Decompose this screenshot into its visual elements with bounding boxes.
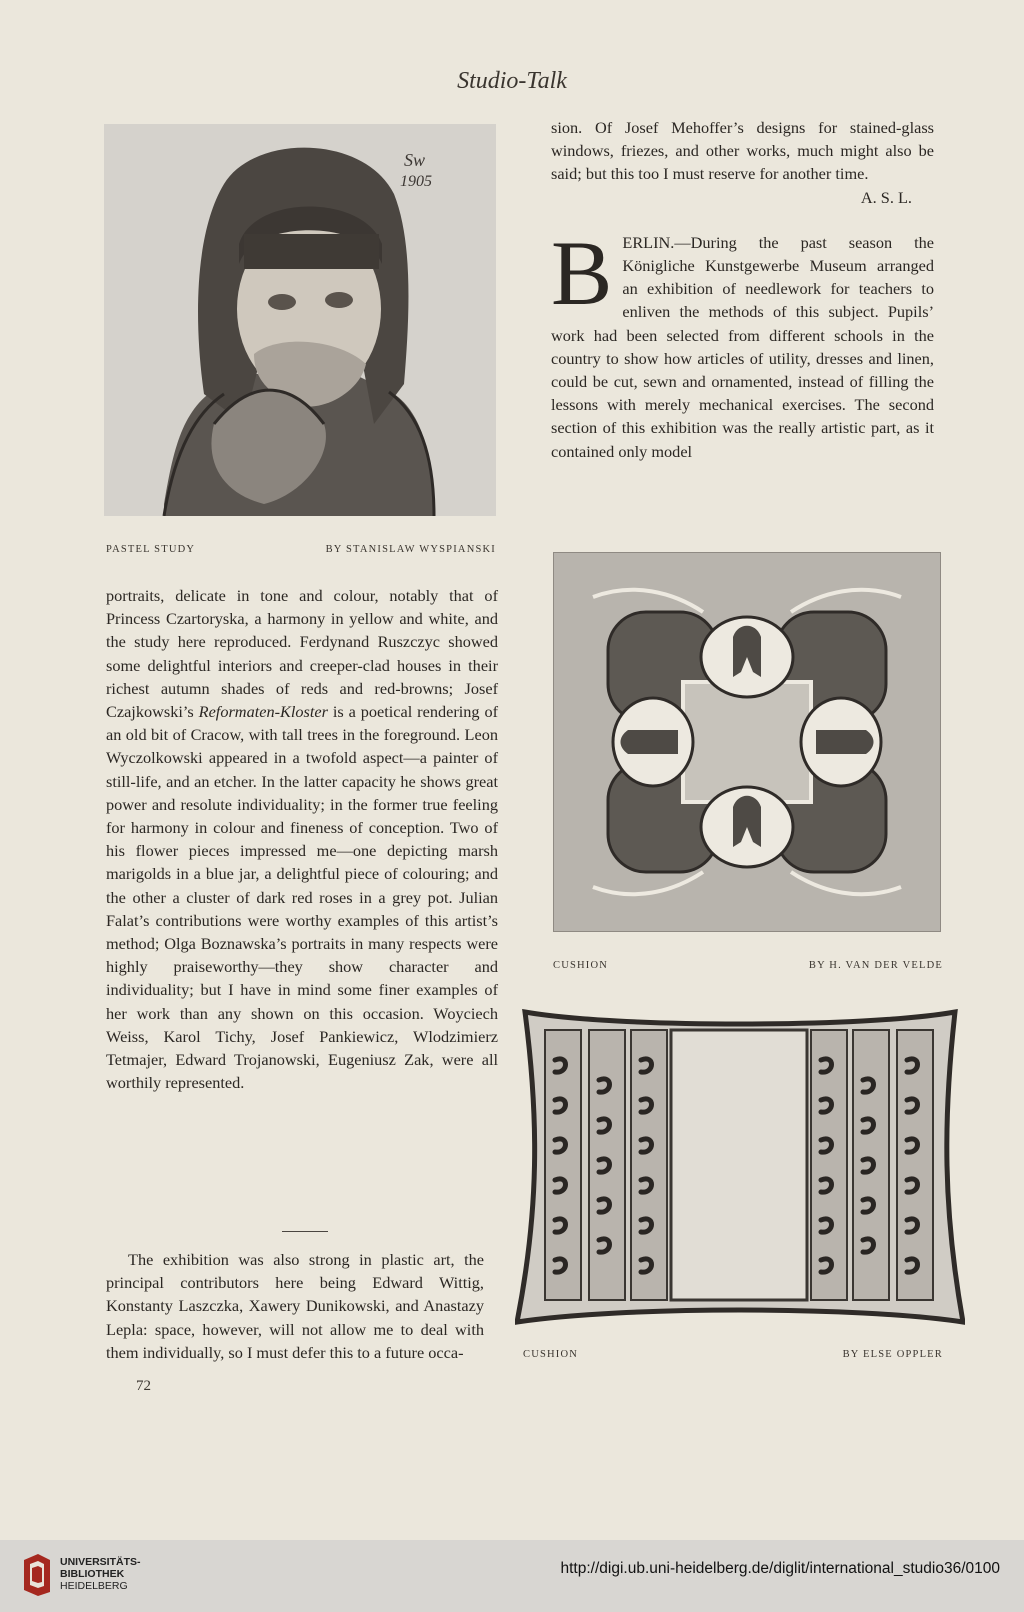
svg-text:Sw: Sw — [404, 150, 426, 170]
university-logo-text[interactable] — [60, 1556, 141, 1592]
logo-line: BIBLIOTHEK — [60, 1568, 125, 1580]
page-number: 72 — [136, 1378, 151, 1394]
caption-title: CUSHION — [523, 1349, 579, 1360]
left-column-text-2 — [106, 1248, 484, 1364]
section-rule — [282, 1231, 328, 1232]
cushion-else-oppler-caption — [523, 1349, 943, 1360]
viewer-footer — [0, 1540, 1024, 1612]
left-column-text — [106, 584, 498, 1094]
caption-artist: BY ELSE OPPLER — [842, 1349, 943, 1360]
logo-line: UNIVERSITÄTS- — [60, 1556, 141, 1568]
logo-line: HEIDELBERG — [60, 1580, 128, 1592]
permalink-url[interactable]: http://digi.ub.uni-heidelberg.de/diglit/international_studio36/0100 — [560, 1560, 1000, 1577]
paragraph-text: ERLIN.—During the past season the Königliche Kunstgewerbe Museum arranged an exhibition of needlework for teachers to enliven the methods of this subject. Pupils’ work had been selected from different schools in the country to show how articles of utility, dresses and linen, could be cut, sewn and ornamented, instead of filling the lessons with merely mechanical exercises. The second section of this exhibition was the really artistic part, as it contained only model — [551, 232, 934, 461]
running-head: Studio-Talk — [457, 68, 567, 94]
svg-text:1905: 1905 — [400, 173, 432, 190]
caption-title: PASTEL STUDY — [106, 544, 196, 555]
paragraph: The exhibition was also strong in plastic art, the principal contributors here being Edward Wittig, Konstanty Laszczka, Xawery Dunikowski, and Anastazy Lepla: space, however, will not allow me to deal with them individually, so I must defer this to a future occa- — [106, 1250, 484, 1362]
paragraph: sion. Of Josef Mehoffer’s designs for stained-glass windows, friezes, and other works, much might also be said; but this too I must reserve for another time. — [551, 118, 934, 184]
signature: A. S. L. — [860, 187, 912, 207]
paragraph — [106, 584, 498, 1094]
cushion-van-der-velde-image — [553, 552, 941, 932]
caption-title: CUSHION — [553, 960, 609, 971]
cushion-else-oppler-image — [515, 1000, 965, 1330]
caption-artist: BY STANISLAW WYSPIANSKI — [325, 544, 496, 555]
right-column-text — [551, 116, 934, 463]
paragraph-text: portraits, delicate in tone and colour, notably that of Princess Czartoryska, a harmony in yellow and white, and the study here reproduced. Ferdynand Ruszczyc showed some delightful interiors and creeper-clad houses in their richest autumn shades of reds and red-browns; Josef Czajkowski’s — [106, 586, 498, 722]
caption-artist: BY H. VAN DER VELDE — [808, 960, 943, 971]
drop-cap: B — [551, 221, 613, 324]
cushion-van-der-velde-caption — [553, 960, 943, 971]
paragraph-text: is a poetical rendering of an old bit of Cracow, with tall trees in the foreground. Leon Wyczolkowski appeared in a twofold aspect—a painter of still-life, and an etcher. In the latter capacity he shows great power and resolute individuality; in the former true feeling for harmony in colour and fineness of conception. Two of his flower pieces impressed me—one depicting marsh marigolds in a blue jar, a delightful piece of colouring; and the other a cluster of dark red roses in a grey pot. Julian Falat’s contributions were worthy examples of this artist’s method; Olga Boznawska’s portraits in many respects were highly praiseworthy—they show character and individuality; but I have in mind some finer examples of her work than any shown on this occasion. Woyciech Weiss, Karol Tichy, Josef Pankiewicz, Wlodzimierz Tetmajer, Edward Trojanowski, Eugeniusz Zak, were all worthily represented. — [106, 702, 499, 1093]
pastel-study-caption — [106, 544, 496, 555]
artwork-title: Reformaten-Kloster — [198, 702, 328, 722]
university-logo-icon[interactable] — [22, 1552, 52, 1596]
pastel-study-image — [104, 124, 496, 516]
paragraph — [551, 221, 934, 463]
